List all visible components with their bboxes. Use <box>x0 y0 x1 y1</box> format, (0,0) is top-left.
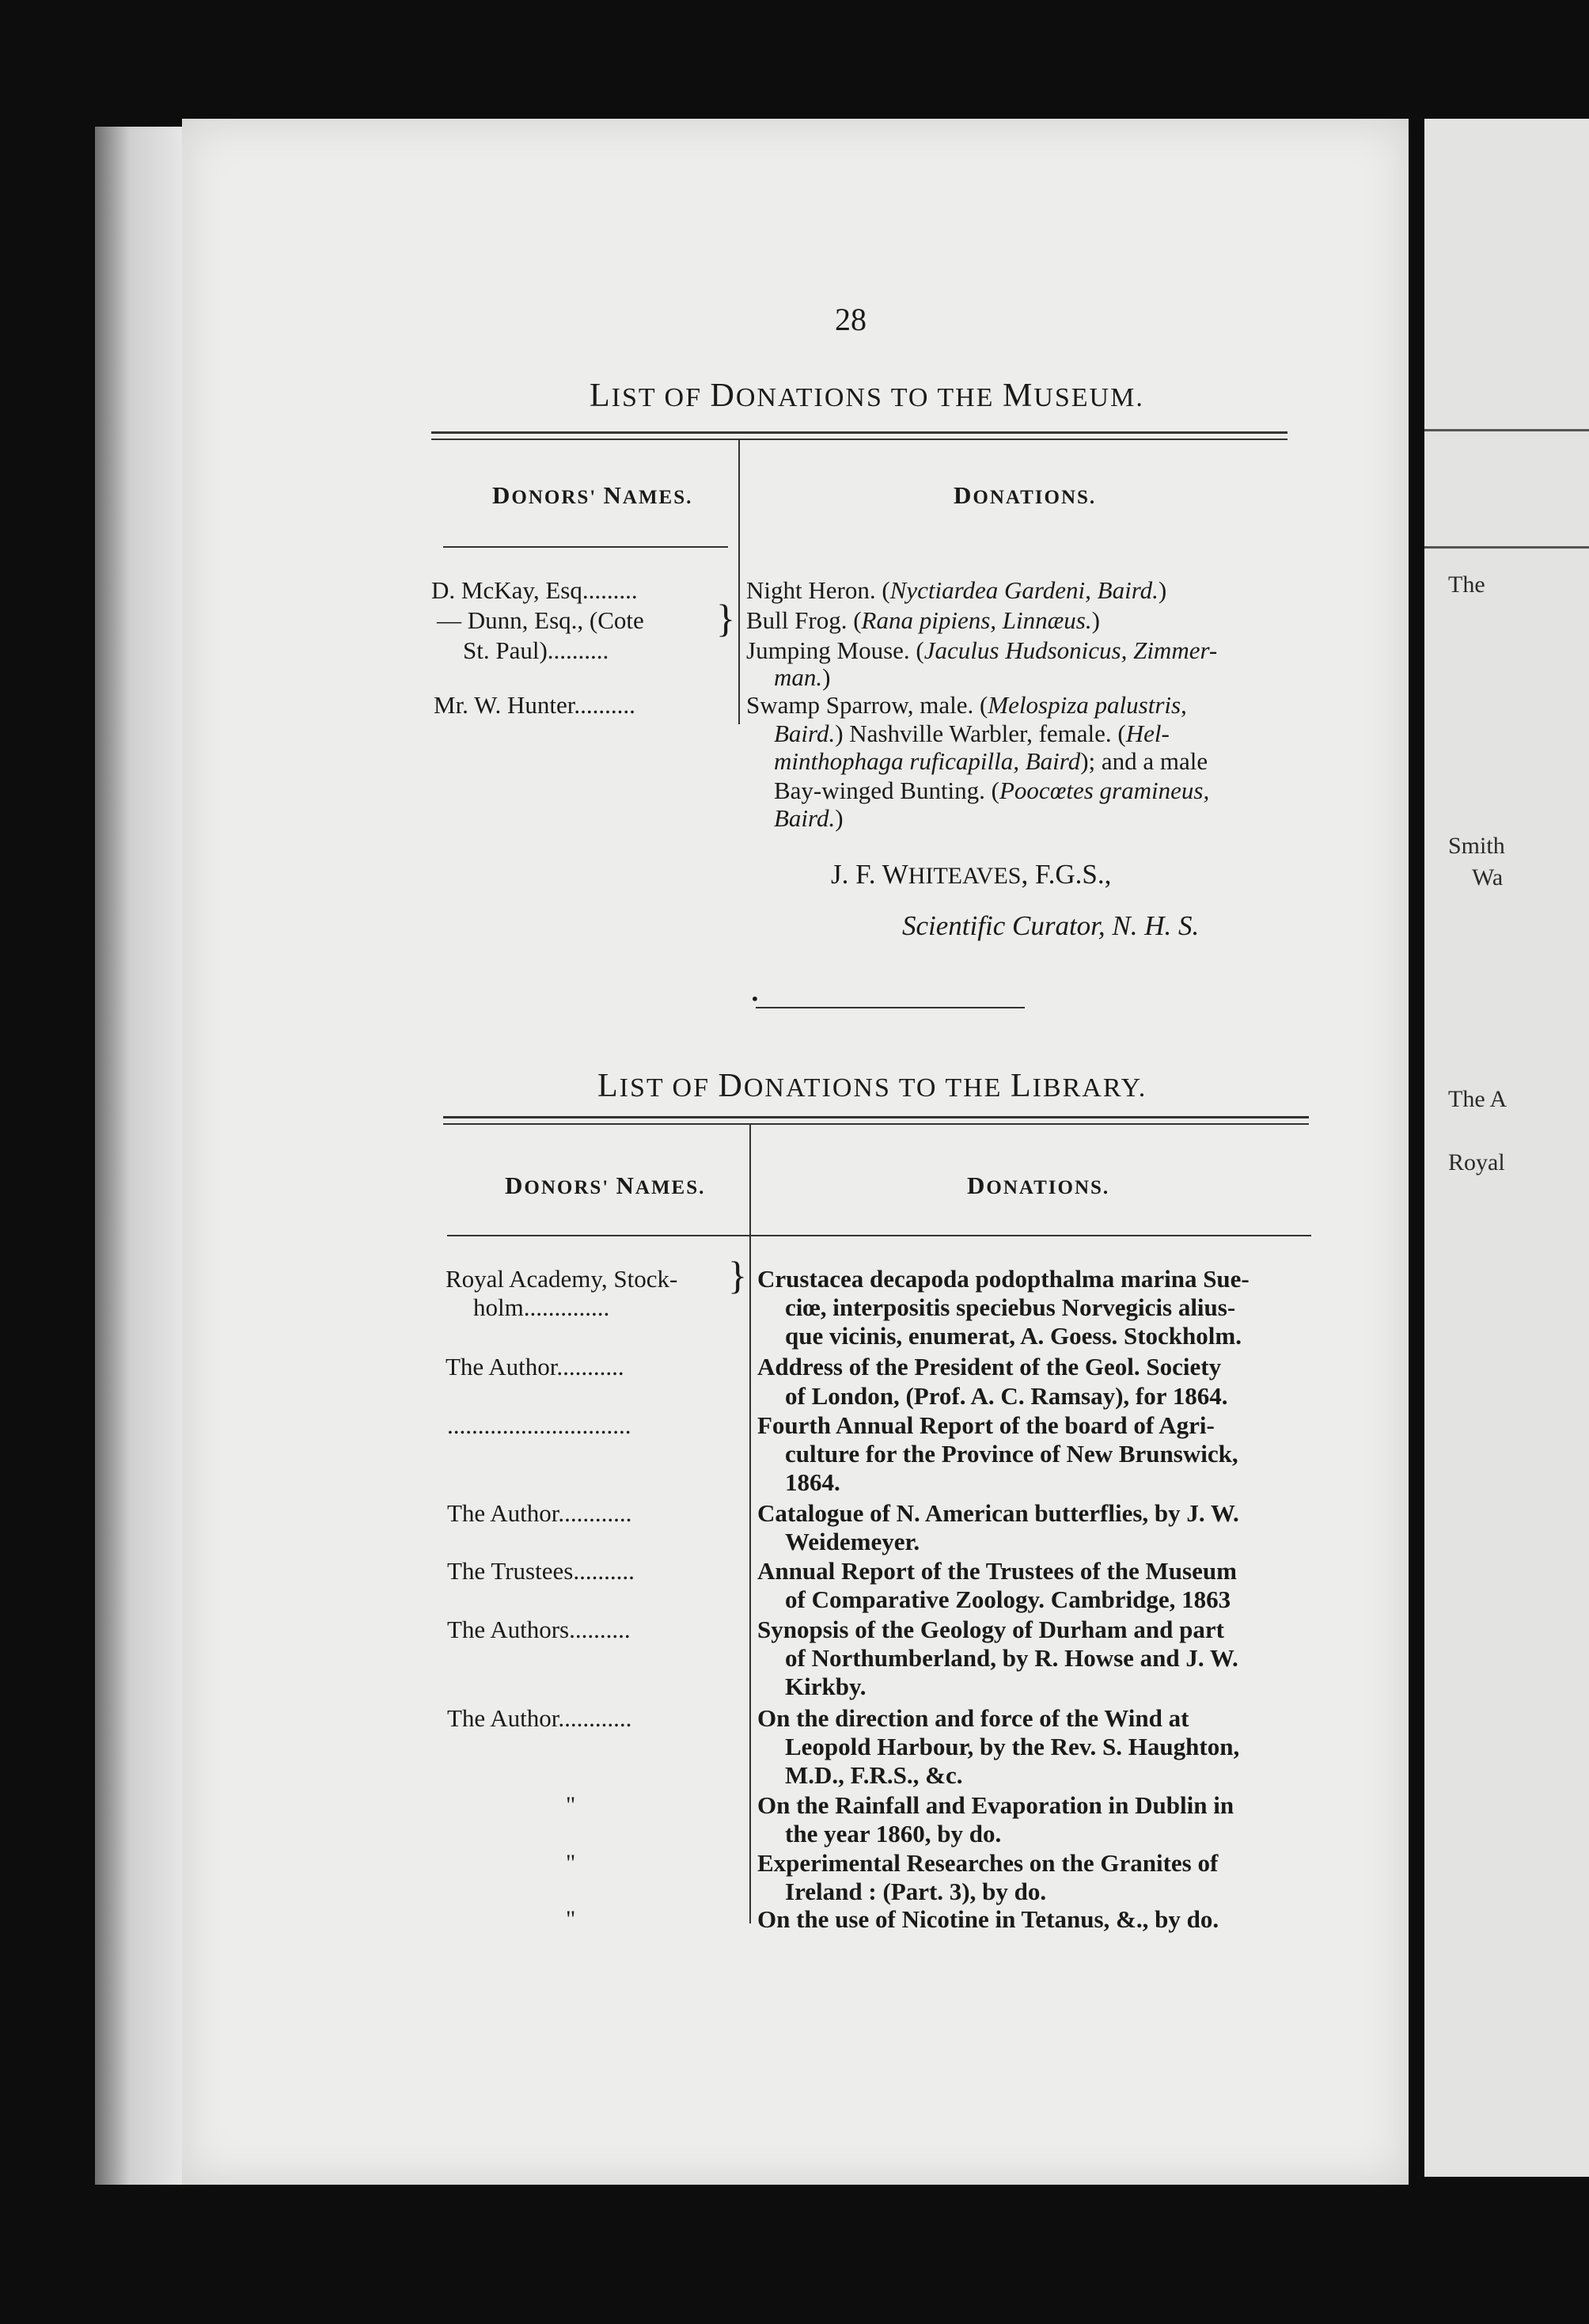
lib-donor-6: The Author............ <box>447 1704 632 1732</box>
lib-donor-1: The Author........... <box>446 1353 624 1380</box>
museum-col-donations: DONATIONS. <box>954 481 1097 509</box>
lib-don-6-2: M.D., F.R.S., &c. <box>785 1761 963 1789</box>
lib-don-2-1: culture for the Province of New Brunswick, <box>785 1440 1238 1468</box>
fragment-wa: Wa <box>1472 864 1504 890</box>
lib-don-8-0: Experimental Researches on the Granites of <box>757 1849 1219 1877</box>
lib-donor-7-ditto: " <box>566 1792 576 1818</box>
signature-title: Scientific Curator, N. H. S. <box>902 910 1200 941</box>
museum-donor-mckay: D. McKay, Esq......... <box>431 576 638 604</box>
lib-don-0-0: Crustacea decapoda podopthalma marina Sue- <box>757 1265 1250 1293</box>
section-divider <box>756 1007 1025 1008</box>
lib-donor-8-ditto: " <box>566 1850 576 1876</box>
lib-don-2-0: Fourth Annual Report of the board of Agri- <box>757 1411 1215 1439</box>
museum-header-rule-left <box>443 546 728 548</box>
lib-don-4-0: Annual Report of the Trustees of the Museum <box>757 1557 1237 1585</box>
museum-donation-bunting: Bay-winged Bunting. (Poocœtes gramineus, <box>774 777 1210 804</box>
lib-don-5-1: of Northumberland, by R. Howse and J. W. <box>785 1644 1238 1672</box>
lib-don-3-0: Catalogue of N. American butterflies, by J. W. <box>757 1499 1239 1527</box>
lib-don-7-1: the year 1860, by do. <box>785 1820 1002 1847</box>
museum-donation-heron: Night Heron. (Nyctiardea Gardeni, Baird.) <box>746 576 1167 604</box>
lib-donor-5: The Authors.......... <box>447 1616 631 1643</box>
lib-don-7-0: On the Rainfall and Evaporation in Dublin in <box>757 1791 1234 1819</box>
lib-don-0-1: ciœ, interpositis speciebus Norvegicis alius- <box>785 1293 1236 1321</box>
lib-don-0-2: que vicinis, enumerat, A. Goess. Stockholm. <box>785 1322 1242 1350</box>
fragment-the: The <box>1448 572 1485 598</box>
fragment-smith: Smith <box>1448 833 1505 859</box>
lib-donor-2: .............................. <box>447 1411 631 1439</box>
library-table-top-rule <box>443 1116 1309 1125</box>
lib-don-1-1: of London, (Prof. A. C. Ramsay), for 1864. <box>785 1382 1228 1410</box>
museum-donation-mouse: Jumping Mouse. (Jaculus Hudsonicus, Zimmer- <box>746 636 1218 664</box>
library-title: LIST OF DONATIONS TO THE LIBRARY. <box>597 1068 1147 1104</box>
library-column-divider <box>749 1124 751 1923</box>
lib-donor-3: The Author............ <box>447 1499 632 1527</box>
museum-donor-hunter: Mr. W. Hunter.......... <box>434 691 635 719</box>
museum-col-donors: DONORS' NAMES. <box>492 481 693 509</box>
museum-column-divider <box>738 439 740 724</box>
fragment-the-a: The A <box>1448 1086 1507 1112</box>
lib-don-2-2: 1864. <box>785 1468 840 1496</box>
museum-donation-bullfrog: Bull Frog. (Rana pipiens, Linnæus.) <box>746 606 1100 634</box>
museum-donor-dunn-2: St. Paul).......... <box>463 636 609 664</box>
museum-donation-sparrow: Swamp Sparrow, male. (Melospiza palustris, <box>746 691 1187 719</box>
museum-donation-warbler-2: minthophaga ruficapilla, Baird); and a male <box>774 747 1208 775</box>
book-edge-left <box>95 127 182 2185</box>
lib-donor-4: The Trustees.......... <box>447 1557 635 1585</box>
museum-title: LIST OF DONATIONS TO THE MUSEUM. <box>590 378 1144 414</box>
signature-name: J. F. WHITEAVES, F.G.S., <box>831 859 1112 890</box>
lib-donor-9-ditto: " <box>566 1906 576 1932</box>
lib-don-3-1: Weidemeyer. <box>785 1528 920 1555</box>
fragment-royal: Royal <box>1448 1149 1505 1175</box>
library-header-rule <box>447 1235 1311 1236</box>
library-col-donors: DONORS' NAMES. <box>505 1171 706 1199</box>
lib-don-5-0: Synopsis of the Geology of Durham and part <box>757 1616 1224 1643</box>
lib-don-4-1: of Comparative Zoology. Cambridge, 1863 <box>785 1585 1231 1613</box>
lib-don-5-2: Kirkby. <box>785 1673 867 1700</box>
lib-don-6-0: On the direction and force of the Wind at <box>757 1704 1189 1732</box>
museum-donation-warbler: Baird.) Nashville Warbler, female. (Hel- <box>774 720 1170 747</box>
page-number: 28 <box>835 302 867 337</box>
museum-donor-dunn: — Dunn, Esq., (Cote <box>437 606 644 634</box>
lib-don-6-1: Leopold Harbour, by the Rev. S. Haughton, <box>785 1733 1240 1760</box>
lib-donor-royal: Royal Academy, Stock- <box>446 1265 678 1293</box>
brace-dunn: } <box>716 596 735 640</box>
lib-don-9-0: On the use of Nicotine in Tetanus, &., by do. <box>757 1905 1219 1933</box>
museum-donation-bunting-2: Baird.) <box>774 804 844 832</box>
museum-table-top-rule <box>431 431 1288 440</box>
brace-royal: } <box>728 1253 747 1297</box>
museum-donation-mouse-2: man.) <box>774 663 831 691</box>
section-mark: • <box>750 989 760 1008</box>
facing-page <box>1424 119 1589 2177</box>
library-col-donations: DONATIONS. <box>967 1171 1110 1199</box>
lib-don-1-0: Address of the President of the Geol. Society <box>757 1353 1222 1380</box>
lib-don-8-1: Ireland : (Part. 3), by do. <box>785 1878 1047 1905</box>
lib-donor-royal-2: holm.............. <box>473 1293 610 1321</box>
